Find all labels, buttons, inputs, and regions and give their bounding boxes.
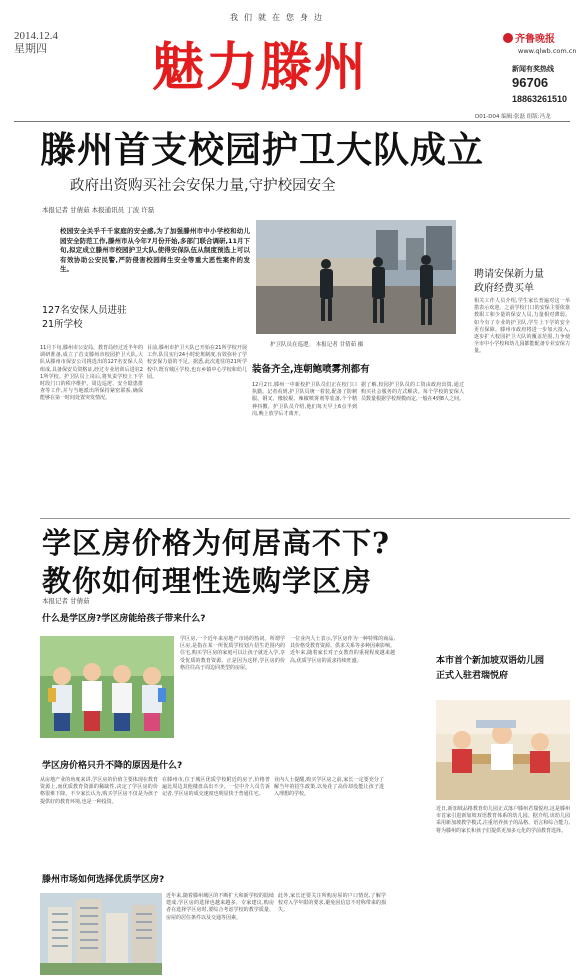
story1-column-2: 目前,滕州市护卫大队已开始在21所学校开展工作,队员实行24小时轮班制度,有效弥补了学校安保力量的不足。据悉,此次进驻的21所学校中,既有城区学校,也有乡镇中心学校和幼儿园。 <box>147 345 247 380</box>
story2-q3-column-2: 此外,家长还要关注所购房屋的户口情况,了解学校对入学年限的要求,避免因信息不对称带来的损失。 <box>278 893 386 914</box>
story2-q1-column-2: 一位业内人士表示,学区房作为一种特殊的商品,其价格受教育资源、供求关系等多种因素影响。近年来,随着家长对子女教育的重视程度越来越高,优质学区房的需求持续旺盛。 <box>290 636 396 664</box>
story1-subhead-a <box>42 304 127 332</box>
slogan: 我们就在您身边 <box>230 13 328 22</box>
sidebar-heading-line2: 政府经费买单 <box>474 283 534 294</box>
kindergarten-photo <box>436 700 570 800</box>
masthead-title: 魅力滕州 <box>152 37 369 98</box>
story3-headline-line2: 正式入驻君瑞悦府 <box>436 671 509 681</box>
story1-subhead-a-line2: 21所学校 <box>42 319 83 330</box>
story2-headline <box>42 524 390 600</box>
issue-date-block <box>14 30 58 56</box>
students-photo <box>40 636 174 738</box>
issue-date: 2014.12.4 <box>14 30 58 42</box>
newspaper-logo-text: 齐鲁晚报 <box>515 34 555 45</box>
story1-subhead-a-line1: 127名安保人员进驻 <box>42 305 127 316</box>
hotline-short-number: 96706 <box>512 75 549 90</box>
newspaper-logo <box>503 30 555 45</box>
story2-question-2: 学区房价格只升不降的原因是什么? <box>42 761 183 771</box>
story2-q2-column-3: 业内人士提醒,购买学区房之前,家长一定要充分了解当年的招生政策,以免花了高价却没能让孩子进入理想的学校。 <box>274 777 384 798</box>
story1-subhead-b: 装备齐全,连朝鲍喷雾剂都有 <box>252 364 370 375</box>
story2-question-1: 什么是学区房?学区房能给孩子带来什么? <box>42 614 206 624</box>
story1-column-4: 据了解,校园护卫队员的工资由政府出资,通过购买社会服务的方式解决。每个学校的安保人员数量根据学校规模而定,一般在4到8人之间。 <box>361 382 464 403</box>
hotline-label: 新闻有奖热线 <box>512 65 554 73</box>
issue-weekday: 星期四 <box>14 43 47 55</box>
story1-subheadline: 政府出资购买社会安保力量,守护校园安全 <box>70 178 336 194</box>
sidebar-body: 相关工作人员介绍,学生家长普遍对这一举措表示欢迎。之前学校门口的安保主要依靠教职工和少量的保安人员,力量相对薄弱。如今有了专业的护卫队,学生上下学的安全更有保障。滕州市政府将进一步加大投入,逐步扩大校园护卫大队的覆盖范围,力争使全市中小学校和幼儿园都能配备专业安保力量。 <box>474 298 570 355</box>
story2-byline: 本报记者 甘倩茹 <box>42 597 90 605</box>
story1-lead: 校园安全关乎千千家庭的安全感,为了加强滕州市中小学校和幼儿园安全防范工作,滕州市从今年7月份开始,多部门联合调研,11月下旬,拟定成立滕州市校园护卫大队,使得安保队伍从制度预选上可以有效协助公安民警,严防侵害校园师生安全等重大恶性案件的发生。 <box>60 227 250 274</box>
website-url: www.qlwb.com.cn <box>518 47 577 55</box>
story2-q1-column-1: 学区房,一个近年来房地产市场的热词。所谓学区房,是指在某一所优质学校划片招生范围内的住宅,购买学区房的家庭可以让孩子就近入学,享受优质的教育资源。正是因为这样,学区房的价格往往高于周边同类型的房屋。 <box>180 636 285 671</box>
story1-column-1: 11月下旬,滕州市公安局、教育局经过近半年的调研准备,成立了首支滕州市校园护卫大队,大队从滕州市保安公司挑选出的127名安保人员组成,具备保安员资格证,经过专业培训后进驻21所学校。护卫队员上岗后,将负责学校上下学时段门口的秩序维护、周边巡逻、安全隐患排查等工作,并与当地派出所保持紧密联系,确保能够在第一时间处置突发情况。 <box>40 345 143 402</box>
patrol-photo-caption: 护卫队员在巡逻。 本报记者 甘倩茹 摄 <box>270 342 364 348</box>
story2-headline-line1: 学区房价格为何居高不下? <box>42 526 390 560</box>
page-info: D01-D04 编辑:张磊 组版:冯龙 <box>475 114 551 120</box>
header-divider <box>14 121 570 122</box>
logo-icon <box>503 33 513 43</box>
hotline-phone: 18863261510 <box>512 94 568 104</box>
section-divider <box>40 518 570 519</box>
story2-q2-column-2: 在滕州市,位于城区优质学校附近的房子,价格普遍比周边其他楼盘高出不少。一位中介人员告诉记者,学区房的成交速度也明显快于普通住宅。 <box>162 777 270 798</box>
story1-byline: 本报记者 甘倩茹 本报通讯员 丁波 许磊 <box>42 206 155 214</box>
sidebar-heading <box>474 268 544 296</box>
sidebar-heading-line1: 聘请安保新力量 <box>474 269 544 280</box>
story2-headline-line2: 教你如何理性选购学区房 <box>42 564 373 598</box>
patrol-photo <box>256 220 456 334</box>
story2-q3-column-1: 近年来,随着滕州城区的不断扩大和新学校的陆续建成,学区房的选择也越来越多。专家建议,购房者在选择学区房时,要综合考虑学校的教学质量、房屋的居住条件以及交通等因素。 <box>166 893 274 921</box>
apartment-buildings-photo <box>40 893 162 975</box>
story3-headline <box>436 654 544 684</box>
story2-question-3: 滕州市场如何选择优质学区房? <box>42 875 165 885</box>
story3-body: 近日,新加坡品格教育幼儿园正式落户滕州君瑞悦府,这是滕州市首家引进新加坡双语教育体系的幼儿园。据介绍,该幼儿园采用新加坡教学模式,注重培养孩子的品格、语言和综合能力,将为滕州的家长和孩子们提供更加多元化的学前教育选择。 <box>436 806 570 834</box>
story3-headline-line1: 本市首个新加坡双语幼儿园 <box>436 656 545 666</box>
story1-headline: 滕州首支校园护卫大队成立 <box>40 129 485 171</box>
story2-q2-column-1: 从房地产业的角度来讲,学区房的价值主要体现在教育资源上,而优质教育资源的稀缺性,决定了学区房的价格很难下降。不少家长认为,购买学区房不仅是为孩子提供好的教育环境,也是一种投资。 <box>40 777 158 805</box>
story1-column-3: 12月2日,滕州一中新校护卫队员们正在校门口执勤。记者看到,护卫队员统一着装,配备了防刺服、钢叉、橡胶棍、辣椒喷雾剂等装备,个个精神抖擞。护卫队员介绍,他们每天早上6点半到岗,晚上放学后才离开。 <box>252 382 357 417</box>
